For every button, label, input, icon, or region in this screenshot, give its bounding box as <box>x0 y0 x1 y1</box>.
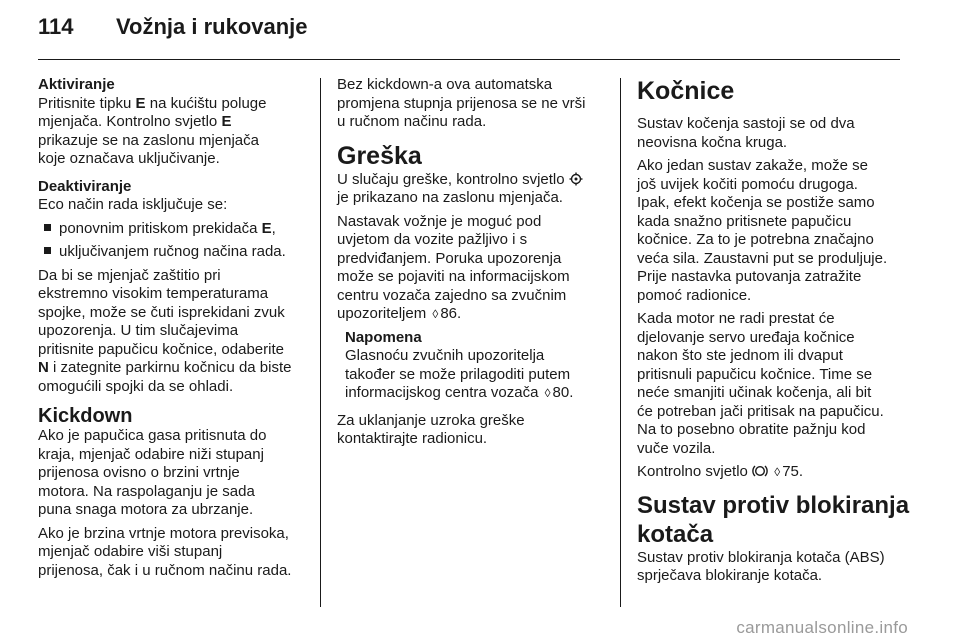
page-reference-icon: ◊ <box>432 307 439 321</box>
error-heading: Greška <box>337 141 422 170</box>
body-line: prijenosa ovisno o brzini vrtnje <box>38 464 240 481</box>
page-reference[interactable]: 75. <box>782 463 804 480</box>
body-line: pritisnuli papučicu kočnice. Time se <box>637 365 873 383</box>
body-line: pomoć radionice. <box>637 286 752 304</box>
body-line: upozorenja. U tim slučajevima <box>38 322 239 339</box>
bullet-square-icon <box>44 224 51 231</box>
column-3 <box>637 76 909 586</box>
body-line: pritisnite papučicu kočnice, odaberite <box>38 340 284 358</box>
body-line: predviđanjem. Poruka upozorenja <box>337 249 562 267</box>
key-e: E <box>135 94 146 112</box>
body-line: motora. Na raspolaganju je sada <box>38 482 255 500</box>
deactivation-heading: Deaktiviranje <box>38 177 132 195</box>
column-1 <box>38 76 308 580</box>
body-line: kočnice. Za to je potrebna značajno <box>637 231 874 248</box>
body-line: nakon što ste jednom ili dvaput <box>637 347 843 364</box>
body-line: Ipak, efekt kočenja se postiže samo <box>637 194 875 211</box>
abs-heading: Sustav protiv blokiranja <box>637 491 910 519</box>
body-line: Na to posebno obratite pažnju kod <box>637 421 866 438</box>
column-divider-2 <box>620 78 621 607</box>
deactivation-line: Eco način rada isključuje se: <box>38 196 228 213</box>
activation-line: mjenjača. Kontrolno svjetlo E <box>38 113 232 130</box>
body-line: djelovanje servo uređaja kočnice <box>637 328 855 346</box>
header-rule <box>38 59 900 60</box>
body-line: je prikazano na zaslonu mjenjača. <box>337 189 563 206</box>
watermark: carmanualsonline.info <box>736 618 908 637</box>
body-line: Prije nastavka putovanja zatražite <box>637 268 862 285</box>
body-line: promjena stupnja prijenosa se ne vrši <box>337 94 586 112</box>
body-line: omogućili spojki da se ohladi. <box>38 377 234 395</box>
gear-warning-icon <box>569 171 583 190</box>
bullet-item: uključivanjem ručnog načina rada. <box>38 243 308 262</box>
body-line: ekstremno visokim temperaturama <box>38 285 269 302</box>
activation-line: Pritisnite tipku E na kućištu poluge <box>38 94 267 112</box>
body-line: Glasnoću zvučnih upozoritelja <box>345 347 545 364</box>
body-line: sprječava blokiranje kotača. <box>637 567 823 584</box>
body-line: Ako je papučica gasa pritisnuta do <box>38 427 267 444</box>
page-reference-icon: ◊ <box>544 386 551 400</box>
note-box <box>337 329 609 403</box>
body-line: mjenjač odabire viši stupanj <box>38 543 223 560</box>
kickdown-heading: Kickdown <box>38 405 133 427</box>
body-line: puna snaga motora za ubrzanje. <box>38 501 254 518</box>
body-line: uvjetom da vozite pažljivo i s <box>337 231 528 248</box>
bullet-item: ponovnim pritiskom prekidača E, <box>38 220 308 239</box>
page-reference[interactable]: 80. <box>552 384 574 401</box>
body-line: informacijskog centra vozača ◊ 80. <box>345 384 574 401</box>
body-line: U slučaju greške, kontrolno svjetlo <box>337 171 609 190</box>
body-line: još uvijek kočiti pomoću drugoga. <box>637 175 858 193</box>
page-title: Vožnja i rukovanje <box>116 14 308 39</box>
body-line: u ručnom načinu rada. <box>337 113 487 130</box>
body-line: Ako je brzina vrtnje motora previsoka, <box>38 524 289 542</box>
body-line: također se može prilagoditi putem <box>345 365 571 383</box>
body-line: vuče vozila. <box>637 439 716 457</box>
body-line: spojke, može se čuti isprekidani zvuk <box>38 303 285 321</box>
activation-line: koje označava uključivanje. <box>38 150 220 167</box>
column-2 <box>337 76 609 449</box>
body-line: Bez kickdown-a ova automatska <box>337 76 553 93</box>
page-reference-icon: ◊ <box>774 465 781 479</box>
brake-warning-icon <box>752 463 768 482</box>
column-divider-1 <box>320 78 321 607</box>
key-e: E <box>221 113 232 130</box>
abs-heading: kotača <box>637 520 714 548</box>
body-line: neće smanjiti učinak kočenja, ali bit <box>637 384 872 401</box>
body-line: veća sila. Zaustavni put se produljuje. <box>637 249 888 267</box>
brakes-heading: Kočnice <box>637 77 735 105</box>
body-line: kada snažno pritisnete papučicu <box>637 212 852 230</box>
body-line: Nastavak vožnje je moguć pod <box>337 212 542 230</box>
activation-line: prikazuje se na zaslonu mjenjača <box>38 131 259 149</box>
key-n: N <box>38 359 49 376</box>
body-line: neovisna kočna kruga. <box>637 133 788 151</box>
body-line: N i zategnite parkirnu kočnicu da biste <box>38 359 292 376</box>
body-line: Za uklanjanje uzroka greške <box>337 411 525 429</box>
body-line: kontaktirajte radionicu. <box>337 430 488 447</box>
bullet-square-icon <box>44 247 51 254</box>
note-heading: Napomena <box>345 328 422 346</box>
body-line: može se pojaviti na informacijskom <box>337 268 570 285</box>
page-reference[interactable]: 86. <box>440 305 462 322</box>
body-line: Sustav protiv blokiranja kotača (ABS) <box>637 548 885 566</box>
body-line: Ako jedan sustav zakaže, može se <box>637 157 868 174</box>
body-line: Kontrolno svjetlo ◊ 75. <box>637 463 804 480</box>
body-line: Sustav kočenja sastoji se od dva <box>637 115 855 132</box>
body-line: centru vozača zajedno sa zvučnim <box>337 286 567 304</box>
activation-heading: Aktiviranje <box>38 76 115 93</box>
body-line: Kada motor ne radi prestat će <box>637 310 835 327</box>
body-line: prijenosa, čak i u ručnom načinu rada. <box>38 561 292 579</box>
body-line: će potreban jači pritisak na papučicu. <box>637 402 884 420</box>
body-line: kraja, mjenjač odabire niži stupanj <box>38 445 264 463</box>
body-line: upozoriteljem ◊ 86. <box>337 305 462 322</box>
body-line: Da bi se mjenjač zaštitio pri <box>38 266 221 284</box>
page-number: 114 <box>38 14 74 39</box>
